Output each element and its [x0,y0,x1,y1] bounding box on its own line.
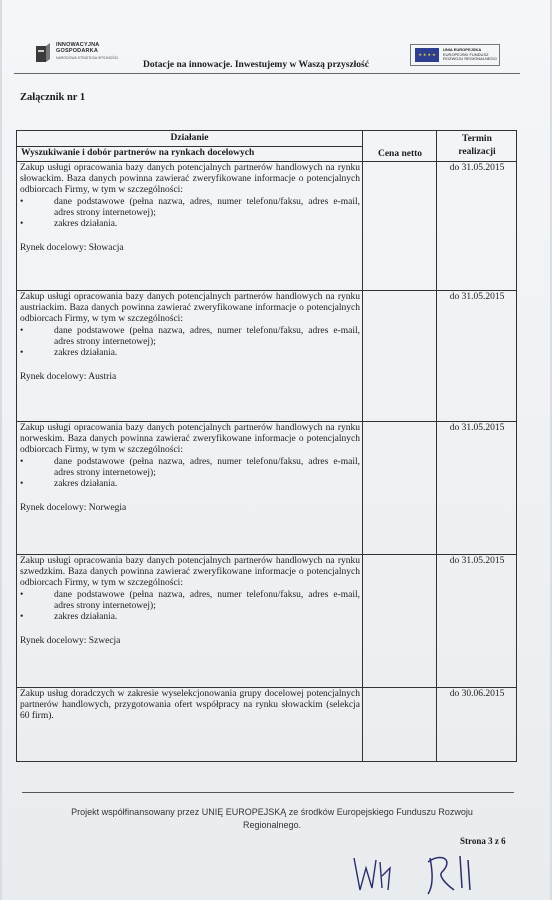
services-table [16,130,517,762]
header-subtitle: Wyszukiwanie i dobór partnerów na rynkach docelowych [21,148,255,158]
table-row-date: do 31.05.2015 [449,292,505,302]
logo-mark-icon [34,42,52,64]
logo-left-sub: NARODOWA STRATEGIA SPÓJNOŚCI [56,56,119,60]
header-motto: Dotacje na innowacje. Inwestujemy w Waszą przyszłość [143,60,369,70]
eu-logo-line1: UNIA EUROPEJSKA [443,47,482,52]
logo-left-line1: INNOWACYJNA [56,42,100,48]
table-row-description: Zakup usługi opracowania bazy danych potencjalnych partnerów handlowych na rynku szwedzkim. Baza danych powinna zawierać zweryfikowane informacje o potencjalnych odbiorcach Firmy, w tym w szczególności: • dane podstawowe (pełna nazwa, adres, numer telefonu/faksu, adres e-mail, adres strony internetowej); • zakres działania. Rynek docelowy: Szwecja [20,556,360,647]
eu-logo-line3: ROZWOJU REGIONALNEGO [443,56,497,62]
table-row-date: do 31.05.2015 [449,163,505,173]
attachment-title: Załącznik nr 1 [20,92,86,103]
eu-logo [410,44,500,66]
header-price: Cena netto [377,149,423,159]
footer-cofinancing-note: Projekt współfinansowany przez UNIĘ EUROPEJSKĄ ze środków Europejskiego Funduszu Rozwoju Regionalnego. [71,807,473,830]
table-row-description: Zakup usługi opracowania bazy danych potencjalnych partnerów handlowych na rynku austriackim. Baza danych powinna zawierać zweryfikowane informacje o potencjalnych odbiorcach Firmy, w tym w szczególności: • dane podstawowe (pełna nazwa, adres, numer telefonu/faksu, adres e-mail, adres strony internetowej); • zakres działania. Rynek docelowy: Austria [20,292,360,383]
eu-flag-icon: ★ ★ ★ ★ [415,48,439,62]
table-row-description: Zakup usług doradczych w zakresie wyselekcjonowania grupy docelowej potencjalnych partnerów handlowych, przygotowania ofert współpracy na rynku słowackim (selekcja 60 firm). [20,689,360,722]
page-number: Strona 3 z 6 [460,836,506,846]
table-row-description: Zakup usługi opracowania bazy danych potencjalnych partnerów handlowych na rynku słowackim. Baza danych powinna zawierać zweryfikowane informacje o potencjalnych odbiorcach Firmy, w tym w szczególności: • dane podstawowe (pełna nazwa, adres, numer telefonu/faksu, adres e-mail, adres strony internetowej); • zakres działania. Rynek docelowy: Słowacja [20,163,360,254]
header-action: Działanie [170,133,209,143]
logo-left-line2: GOSPODARKA [56,48,99,54]
target-market: Rynek docelowy: Austria [20,372,117,383]
header-term: Termin realizacji [458,134,496,157]
target-market: Rynek docelowy: Słowacja [20,243,124,254]
footer-divider [22,792,514,793]
target-market: Rynek docelowy: Norwegia [20,503,127,514]
document-page [2,0,550,900]
table-row-date: do 30.06.2015 [449,689,505,699]
header-divider [14,73,520,74]
table-row-description: Zakup usługi opracowania bazy danych potencjalnych partnerów handlowych na rynku norweskim. Baza danych powinna zawierać zweryfikowane informacje o potencjalnych odbiorcach Firmy, w tym w szczególności: • dane podstawowe (pełna nazwa, adres, numer telefonu/faksu, adres e-mail, adres strony internetowej); • zakres działania. Rynek docelowy: Norwegia [20,423,360,514]
handwritten-signature [342,838,512,898]
eu-logo-line2: EUROPEJSKI FUNDUSZ [443,51,489,57]
table-row-date: do 31.05.2015 [449,556,505,566]
table-row-date: do 31.05.2015 [449,423,505,433]
target-market: Rynek docelowy: Szwecja [20,636,121,647]
